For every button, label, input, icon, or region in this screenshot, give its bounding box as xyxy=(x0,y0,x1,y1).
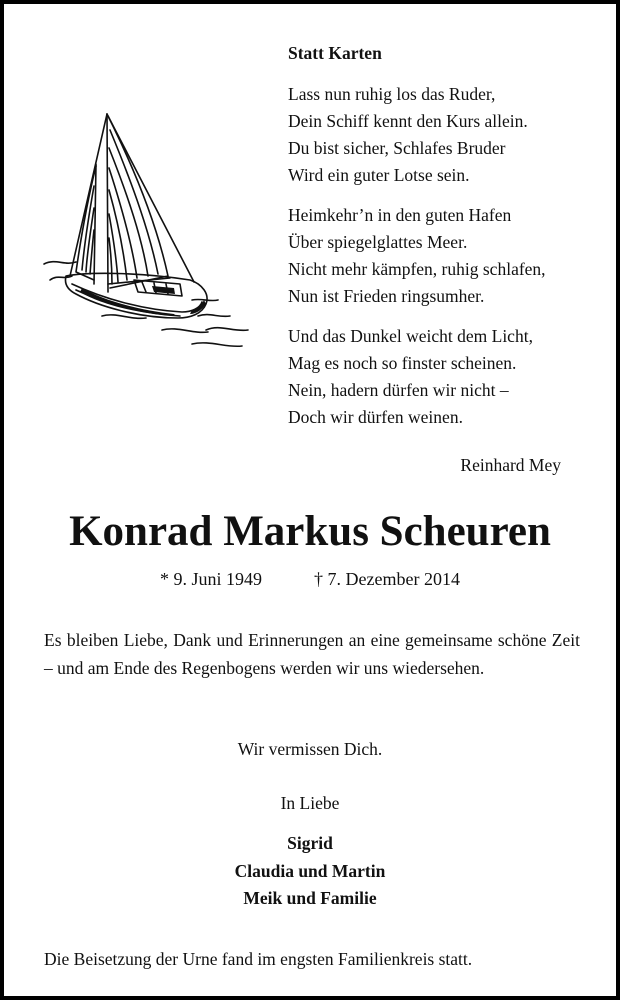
poem-stanza xyxy=(288,323,588,431)
poem-author: Reinhard Mey xyxy=(460,455,561,475)
sailboat-icon xyxy=(42,104,252,354)
signer: Claudia und Martin xyxy=(234,860,386,881)
death-date: † 7. Dezember 2014 xyxy=(314,569,460,589)
poem-line: Du bist sicher, Schlafes Bruder xyxy=(288,138,506,158)
poem-line: Lass nun ruhig los das Ruder, xyxy=(288,84,496,104)
poem-line: Und das Dunkel weicht dem Licht, xyxy=(288,326,533,346)
signers xyxy=(4,830,616,913)
poem xyxy=(288,40,588,444)
poem-line: Wird ein guter Lotse sein. xyxy=(288,165,470,185)
poem-line: Heimkehr’n in den guten Hafen xyxy=(288,205,512,225)
poem-line: Doch wir dürfen weinen. xyxy=(288,407,463,427)
poem-line: Nicht mehr kämpfen, ruhig schlafen, xyxy=(288,259,546,279)
closing-line: In Liebe xyxy=(280,793,340,813)
miss-line: Wir vermissen Dich. xyxy=(237,739,383,759)
poem-line: Nun ist Frieden ringsumher. xyxy=(288,286,485,306)
poem-stanza xyxy=(288,202,588,310)
poem-line: Mag es noch so finster scheinen. xyxy=(288,353,517,373)
burial-note: Die Beisetzung der Urne fand im engsten Familienkreis statt. xyxy=(44,949,473,969)
signer: Sigrid xyxy=(287,833,333,853)
poem-line: Dein Schiff kennt den Kurs allein. xyxy=(288,111,528,131)
poem-line: Über spiegelglattes Meer. xyxy=(288,232,468,252)
deceased-name: Konrad Markus Scheuren xyxy=(69,508,551,555)
poem-line: Nein, hadern dürfen wir nicht – xyxy=(288,380,509,400)
notice-heading: Statt Karten xyxy=(288,43,382,63)
birth-date: * 9. Juni 1949 xyxy=(160,569,263,589)
memorial-text: Es bleiben Liebe, Dank und Erinnerungen an eine gemeinsame schöne Zeit – und am Ende des Regenbogens werden wir uns wiedersehen. xyxy=(44,630,580,678)
poem-stanza xyxy=(288,81,588,189)
life-dates xyxy=(4,566,616,592)
signer: Meik und Familie xyxy=(243,888,377,908)
